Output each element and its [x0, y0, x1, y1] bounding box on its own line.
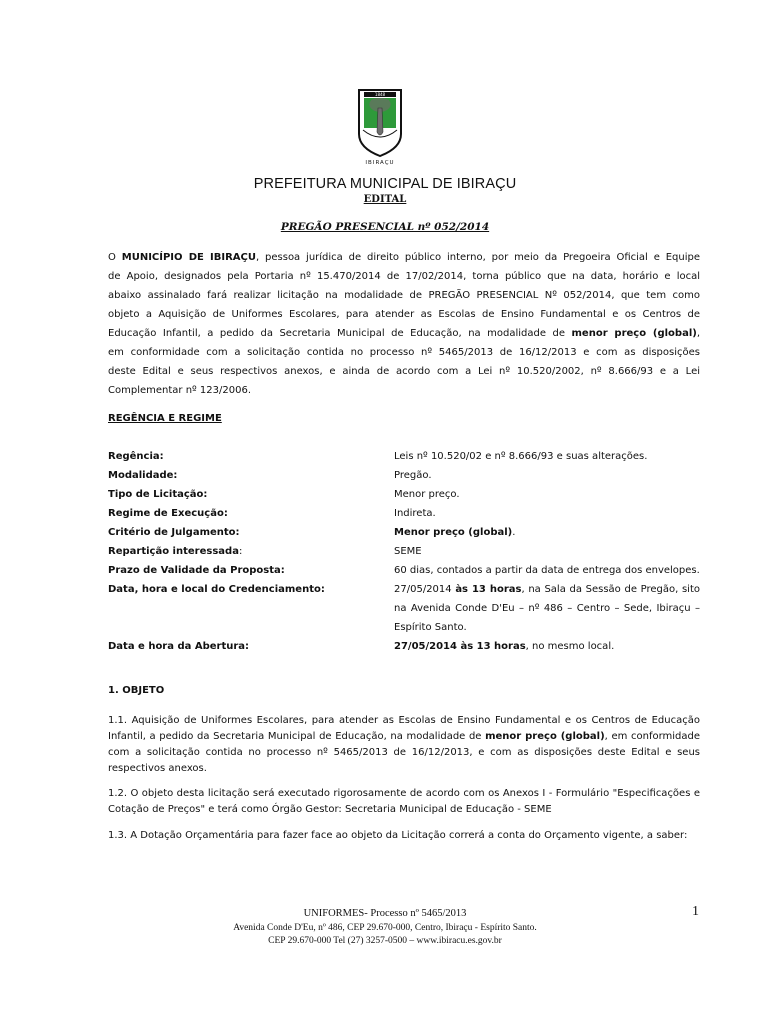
crest-motto: IBIRAÇU: [365, 160, 395, 166]
table-row: [108, 580, 700, 637]
intro-line: deste Edital e seus respectivos anexos, e ainda de acordo com a Lei nº 10.520/2002, nº 8.666/93 e a Lei: [108, 366, 700, 377]
table-row: [108, 542, 700, 561]
footer-contact: CEP 29.670-000 Tel (27) 3257-0500 – www.ibiracu.es.gov.br: [268, 936, 502, 946]
row-label: Modalidade:: [108, 470, 178, 481]
paragraph-1-2: 1.2. O objeto desta licitação será executado rigorosamente de acordo com os Anexos I - Formulário "Especificações e Cotação de Preços" e terá como Órgão Gestor: Secretaria Municipal de Educação - SEME: [108, 788, 700, 815]
table-row: [108, 561, 700, 580]
municipal-crest-logo: [357, 88, 403, 166]
table-row: [108, 485, 700, 504]
row-label: Prazo de Validade da Proposta:: [108, 565, 285, 576]
row-value: Pregão.: [394, 470, 432, 481]
row-value: Menor preço.: [394, 489, 460, 500]
footer-address: Avenida Conde D'Eu, nº 486, CEP 29.670-000, Centro, Ibiraçu - Espírito Santo.: [233, 923, 537, 933]
row-label: Regência:: [108, 451, 164, 462]
row-value: 27/05/2014 às 13 horas, na Sala da Sessão de Pregão, sito na Avenida Conde D'Eu – nº 486 – Centro – Sede, Ibiraçu – Espírito Santo.: [394, 584, 700, 633]
table-row: [108, 523, 700, 542]
row-value: 60 dias, contados a partir da data de entrega dos envelopes.: [394, 565, 700, 576]
regencia-heading: REGÊNCIA E REGIME: [108, 413, 222, 424]
pregao-number: PREGÃO PRESENCIAL nº 052/2014: [280, 221, 490, 233]
intro-line: objeto a Aquisição de Uniformes Escolares, para atender as Escolas de Ensino Fundamental e os Centros de: [108, 309, 700, 320]
crest-year: 1848: [374, 92, 386, 98]
row-label: Critério de Julgamento:: [108, 527, 240, 538]
footer-process: UNIFORMES- Processo nº 5465/2013: [303, 908, 467, 919]
row-label: Data e hora da Abertura:: [108, 641, 250, 652]
row-value: Menor preço (global).: [394, 527, 516, 538]
table-row: [108, 504, 700, 523]
page-number: 1: [692, 904, 699, 919]
table-row: [108, 466, 700, 485]
row-value: SEME: [394, 546, 422, 557]
paragraph-1-3: 1.3. A Dotação Orçamentária para fazer face ao objeto da Licitação correrá a conta do Orçamento vigente, a saber:: [108, 830, 688, 841]
intro-line: de Apoio, designados pela Portaria nº 15.470/2014 de 17/02/2014, torna público que na data, horário e local: [108, 271, 700, 282]
section-title-objeto: 1. OBJETO: [108, 685, 165, 696]
intro-line: em conformidade com a solicitação contida no processo nº 5465/2013 de 16/12/2013 e com as disposições: [108, 347, 700, 358]
intro-line: O MUNICÍPIO DE IBIRAÇU, pessoa jurídica de direito público interno, por meio da Pregoeira Oficial e Equipe: [108, 252, 700, 263]
row-value: Leis nº 10.520/02 e nº 8.666/93 e suas alterações.: [394, 451, 648, 462]
row-label: Tipo de Licitação:: [108, 489, 208, 500]
document-type: EDITAL: [363, 194, 407, 205]
table-row: [108, 637, 700, 656]
paragraph-1-1: 1.1. Aquisição de Uniformes Escolares, para atender as Escolas de Ensino Fundamental e os Centros de Educação Infantil, a pedido da Secretaria Municipal de Educação, na modalidade de menor preço (global), em conformidade com a solicitação contida no processo nº 5465/2013 de 16/12/2013, e com as disposições deste Edital e seus respectivos anexos.: [108, 715, 701, 774]
intro-line: Educação Infantil, a pedido da Secretaria Municipal de Educação, na modalidade de menor preço (global),: [108, 328, 700, 339]
row-value: 27/05/2014 às 13 horas, no mesmo local.: [394, 641, 615, 652]
row-label: Regime de Execução:: [108, 508, 228, 519]
row-label: Data, hora e local do Credenciamento:: [108, 584, 325, 595]
intro-line: Complementar nº 123/2006.: [108, 385, 252, 396]
document-title: PREFEITURA MUNICIPAL DE IBIRAÇU: [253, 176, 517, 192]
row-label: Repartição interessada:: [108, 546, 243, 557]
regencia-table: [108, 447, 700, 656]
intro-line: abaixo assinalado fará realizar licitação na modalidade de PREGÃO PRESENCIAL Nº 052/2014, que tem como: [108, 290, 700, 301]
row-value: Indireta.: [394, 508, 436, 519]
intro-paragraph: [108, 248, 700, 400]
table-row: [108, 447, 700, 466]
